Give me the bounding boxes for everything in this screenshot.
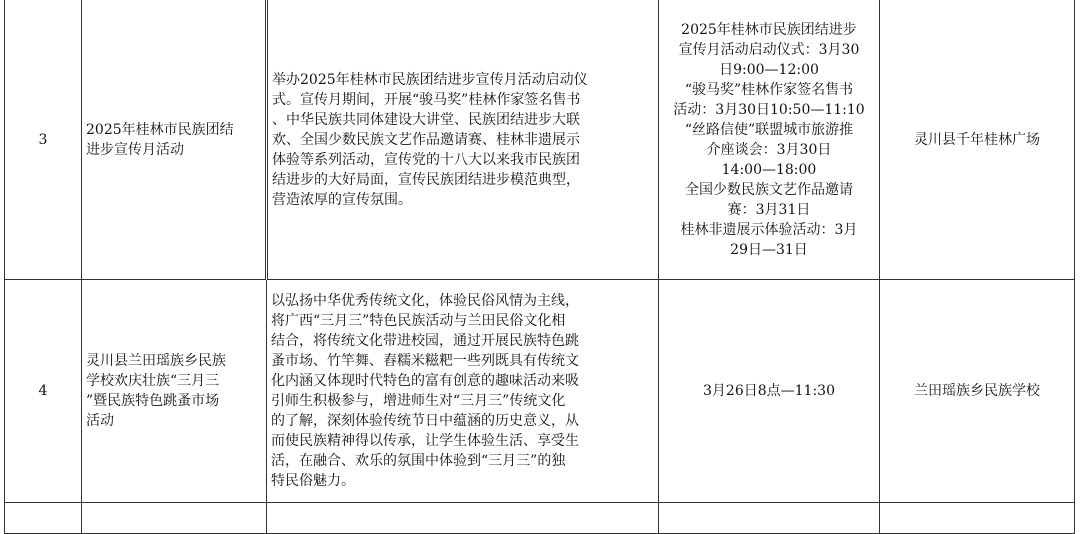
description-line: 式。宣传月期间，开展“骏马奖”桂林作家签名售书 [272, 91, 581, 108]
empty-cell [82, 503, 267, 534]
table-row-partial [5, 503, 1075, 534]
event-name [82, 0, 267, 280]
description-line: 营造浓厚的宣传氛围。 [272, 191, 412, 208]
empty-cell [880, 503, 1075, 534]
event-name-line: 进步宣传月活动 [86, 141, 184, 158]
time-line: 桂林非遗展示体验活动：3月 [680, 221, 858, 238]
time-line: 活动：3月30日10:50—11:10 [673, 101, 865, 118]
event-description [267, 280, 659, 503]
time-line: 日9:00—12:00 [719, 61, 819, 78]
description-line: 举办2025年桂林市民族团结进步宣传月活动启动仪 [272, 71, 588, 88]
time-line: 宣传月活动启动仪式：3月30 [678, 41, 860, 58]
description-line: 将广西“三月三”特色民族活动与兰田民俗文化相 [271, 313, 566, 329]
time-line: 全国少数民族文艺作品邀请 [685, 181, 853, 198]
description-line: 蚤市场、竹竿舞、舂糯米糍粑一些列既具有传统文 [271, 353, 579, 369]
row-number: 4 [5, 280, 82, 503]
empty-cell [5, 503, 82, 534]
event-name [82, 280, 267, 503]
time-line: 赛：3月31日 [727, 201, 811, 218]
description-line: 结合，将传统文化带进校园，通过开展民族特色跳 [271, 333, 579, 349]
event-time [659, 280, 880, 503]
description-line: 的了解，深刻体验传统节日中蕴涵的历史意义，从 [271, 413, 579, 429]
description-line: 结进步的大好局面，宣传民族团结进步模范典型， [272, 171, 580, 188]
event-time [659, 0, 880, 280]
table-row [5, 0, 1075, 280]
time-line: 29日—31日 [730, 241, 808, 258]
description-line: 而使民族精神得以传承，让学生体验生活、享受生 [271, 433, 579, 449]
event-name-line: 活动 [86, 413, 114, 429]
event-name-line: 灵川县兰田瑶族乡民族 [86, 353, 226, 369]
event-place: 兰田瑶族乡民族学校 [880, 280, 1075, 503]
event-name-line: 学校欢庆壮族“三月三 [86, 373, 220, 389]
time-line: “丝路信使”联盟城市旅游推 [684, 121, 854, 138]
events-table [4, 0, 1075, 534]
description-line: 、中华民族共同体建设大讲堂、民族团结进步大联 [272, 111, 580, 128]
description-line: 以弘扬中华优秀传统文化，体验民俗风情为主线， [271, 293, 579, 309]
description-line: 引师生积极参与，增进师生对“三月三”传统文化 [271, 393, 566, 409]
time-line: “骏马奖”桂林作家签名售书 [684, 81, 854, 98]
description-line: 特民俗魅力。 [271, 473, 355, 489]
row-number: 3 [5, 0, 82, 280]
empty-cell [659, 503, 880, 534]
time-line: 介座谈会：3月30日 [706, 141, 832, 158]
time-line: 2025年桂林市民族团结进步 [681, 21, 857, 38]
time-line: 14:00—18:00 [721, 161, 817, 178]
description-line: 欢、全国少数民族文艺作品邀请赛、桂林非遗展示 [272, 131, 580, 148]
description-line: 化内涵又体现时代特色的富有创意的趣味活动来吸 [271, 373, 579, 389]
event-name-line: 2025年桂林市民族团结 [86, 121, 234, 138]
time-line: 3月26日8点—11:30 [703, 383, 835, 399]
event-name-line: ”暨民族特色跳蚤市场 [86, 393, 220, 409]
event-place: 灵川县千年桂林广场 [880, 0, 1075, 280]
event-description [267, 0, 659, 280]
description-line: 活，在融合、欢乐的氛围中体验到“三月三”的独 [271, 453, 566, 469]
table-row [5, 280, 1075, 503]
empty-cell [267, 503, 659, 534]
description-line: 体验等系列活动，宣传党的十八大以来我市民族团 [272, 151, 580, 168]
